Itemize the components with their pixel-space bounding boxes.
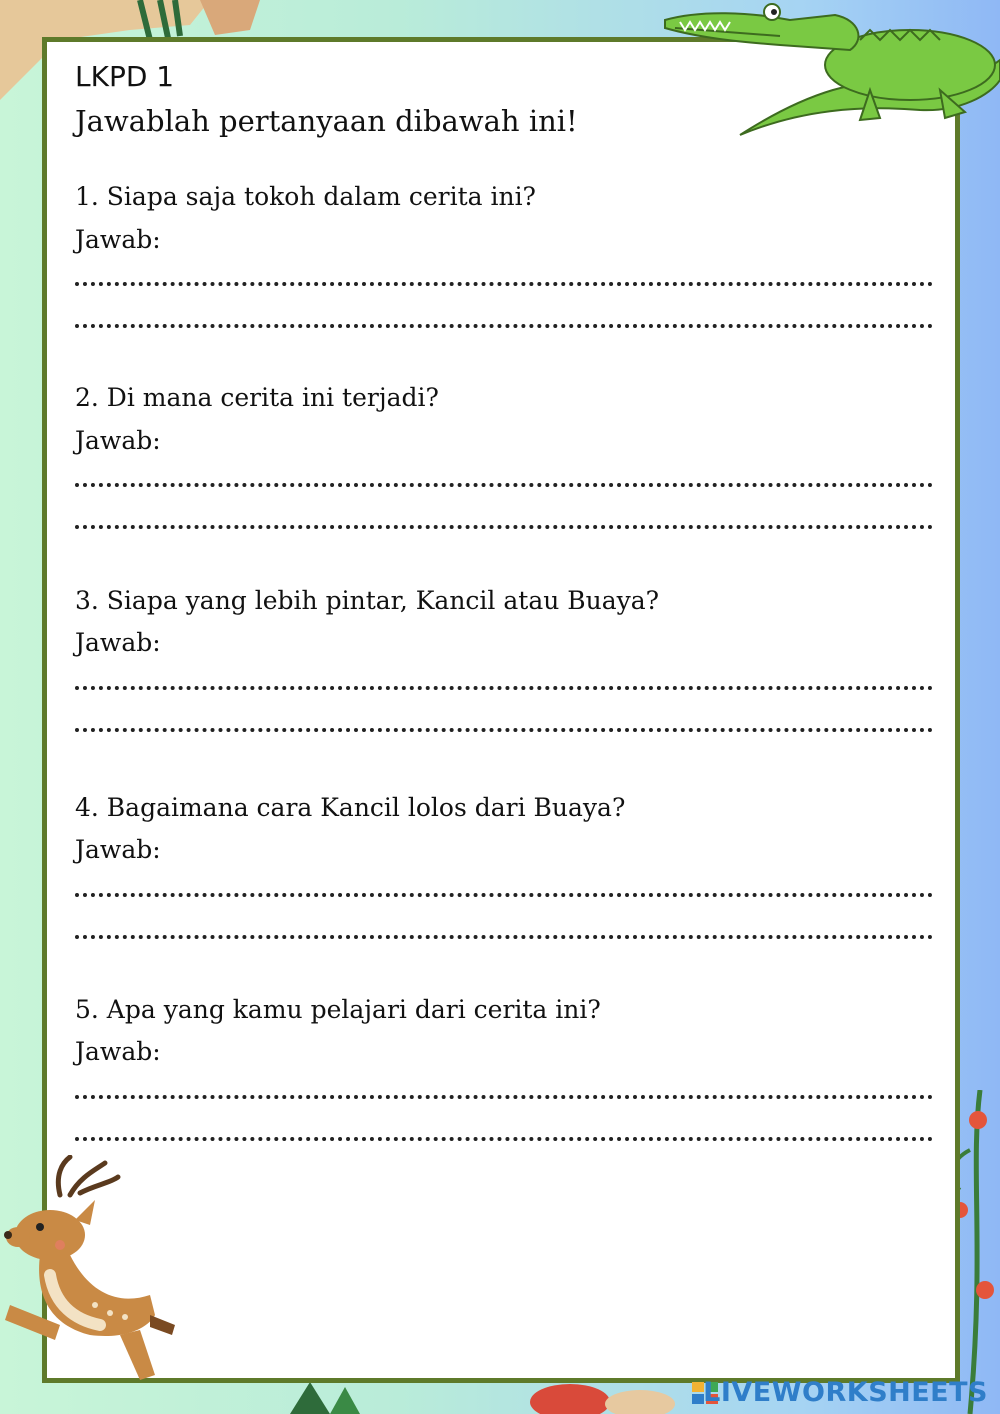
answer-line-5b[interactable]: [75, 1137, 933, 1141]
instruction-text: Jawablah pertanyaan dibawah ini!: [75, 104, 578, 138]
page-title: LKPD 1: [75, 60, 175, 93]
answer-line-4b[interactable]: [75, 935, 933, 939]
crocodile-illustration: [660, 0, 1000, 145]
question-4: 4. Bagaimana cara Kancil lolos dari Buaya?: [75, 793, 626, 822]
question-3: 3. Siapa yang lebih pintar, Kancil atau Buaya?: [75, 586, 660, 615]
answer-line-2b[interactable]: [75, 525, 933, 529]
watermark-text: LIVEWORKSHEETS: [703, 1377, 988, 1408]
answer-label-3: Jawab:: [75, 628, 161, 657]
answer-label-5: Jawab:: [75, 1037, 161, 1066]
question-5: 5. Apa yang kamu pelajari dari cerita ini?: [75, 995, 601, 1024]
question-2: 2. Di mana cerita ini terjadi?: [75, 383, 439, 412]
answer-line-2a[interactable]: [75, 483, 933, 487]
answer-line-1b[interactable]: [75, 324, 933, 328]
answer-label-2: Jawab:: [75, 426, 161, 455]
answer-label-1: Jawab:: [75, 225, 161, 254]
answer-line-3a[interactable]: [75, 686, 933, 690]
answer-line-3b[interactable]: [75, 728, 933, 732]
deer-illustration: [0, 1155, 180, 1395]
question-1: 1. Siapa saja tokoh dalam cerita ini?: [75, 182, 536, 211]
answer-line-1a[interactable]: [75, 282, 933, 286]
answer-line-4a[interactable]: [75, 893, 933, 897]
answer-line-5a[interactable]: [75, 1095, 933, 1099]
answer-label-4: Jawab:: [75, 835, 161, 864]
